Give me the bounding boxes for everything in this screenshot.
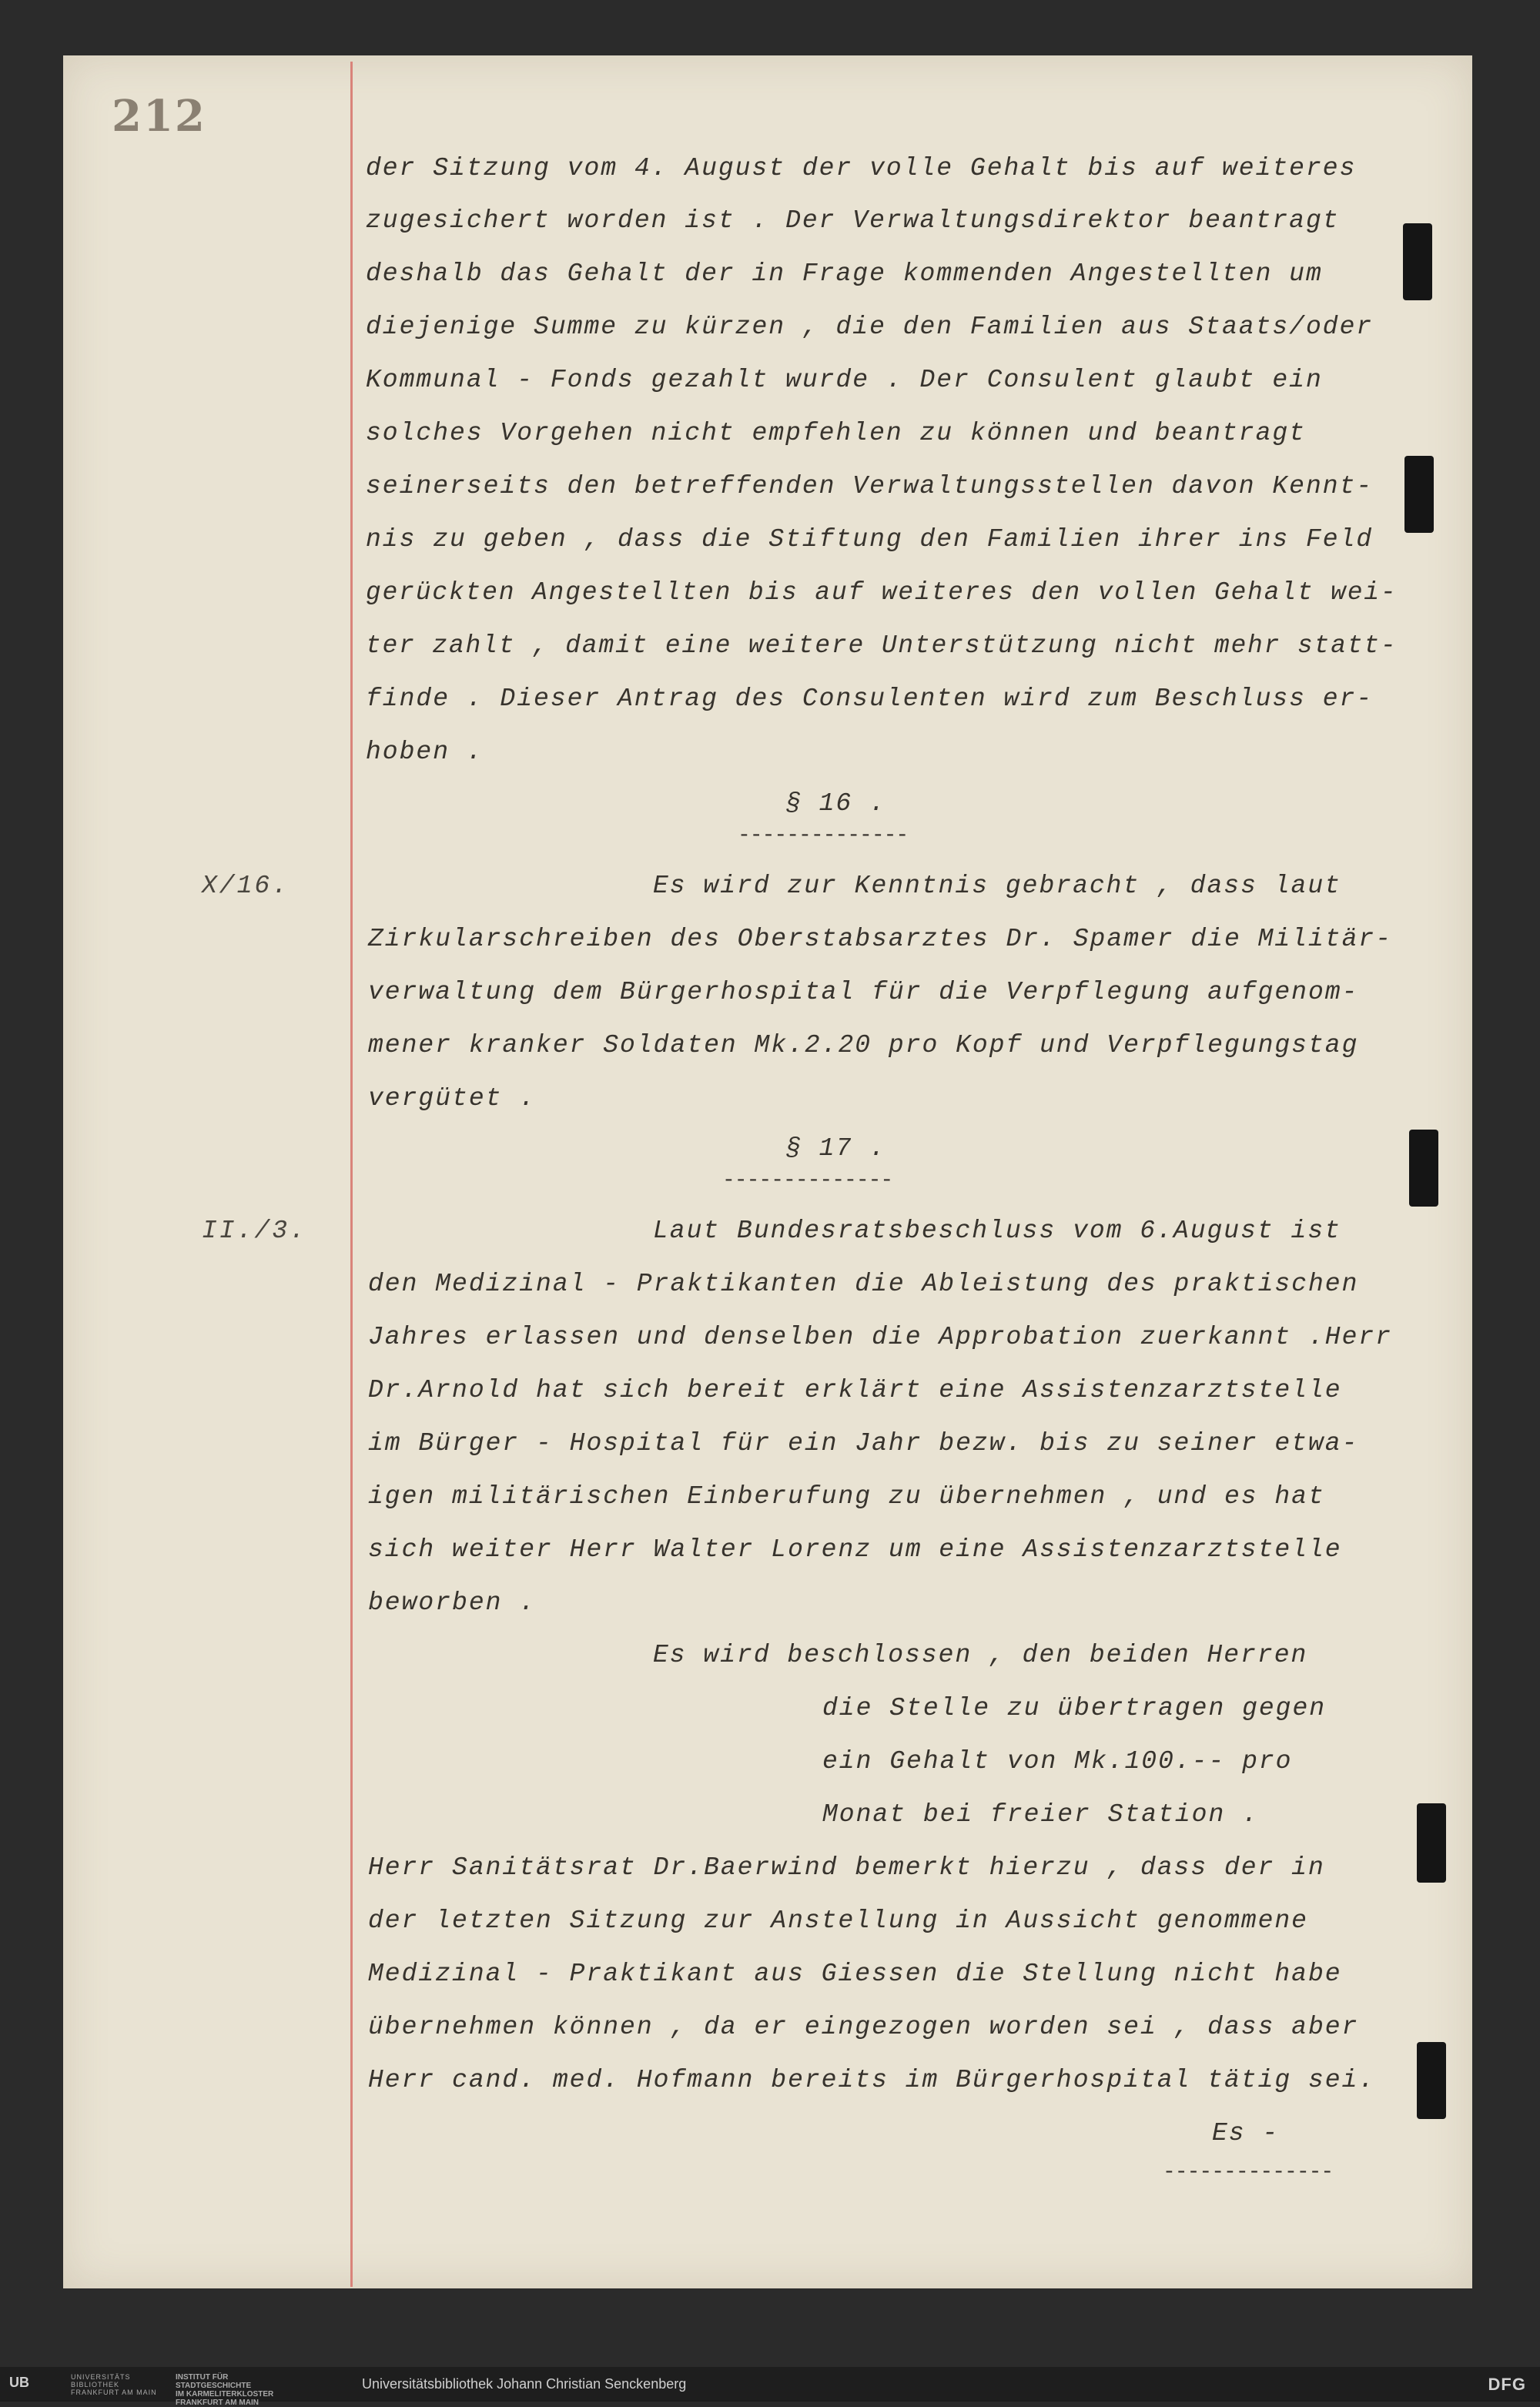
viewer-footer: [0, 2367, 1540, 2407]
text-line: igen militärischen Einberufung zu übernehmen , und es hat: [368, 1482, 1325, 1511]
closing-underline: --------------: [1163, 2161, 1334, 2184]
library-name: Universitätsbibliothek Johann Christian Senckenberg: [362, 2376, 687, 2392]
text-line: Zirkularschreiben des Oberstabsarztes Dr. Spamer die Militär-: [368, 925, 1392, 953]
text-line: hoben .: [366, 738, 484, 766]
section-heading-16: § 16 .: [785, 789, 886, 818]
heading-underline: --------------: [738, 824, 909, 848]
text-line: die Stelle zu übertragen gegen: [822, 1694, 1327, 1722]
text-line: zugesichert worden ist . Der Verwaltungsdirektor beantragt: [366, 206, 1340, 235]
text-line: gerückten Angestellten bis auf weiteres den vollen Gehalt wei-: [366, 578, 1398, 607]
text-line: Jahres erlassen und denselben die Approbation zuerkannt .Herr: [368, 1323, 1392, 1351]
page-number: 212: [112, 91, 206, 142]
text-line: finde . Dieser Antrag des Consulenten wird zum Beschluss er-: [366, 685, 1374, 713]
text-line: ein Gehalt von Mk.100.-- pro: [822, 1747, 1293, 1776]
text-line: der letzten Sitzung zur Anstellung in Aussicht genommene: [368, 1907, 1308, 1935]
text-line: mener kranker Soldaten Mk.2.20 pro Kopf und Verpflegungstag: [368, 1031, 1359, 1060]
binding-tab-mark: [1409, 1130, 1438, 1207]
text-line: vergütet .: [368, 1084, 537, 1113]
text-line: übernehmen können , da er eingezogen worden sei , dass aber: [368, 2013, 1359, 2041]
text-line: Kommunal - Fonds gezahlt wurde . Der Consulent glaubt ein: [366, 366, 1323, 394]
text-line: Laut Bundesratsbeschluss vom 6.August ist: [653, 1217, 1341, 1245]
binding-tab-mark: [1403, 223, 1432, 300]
text-line: seinerseits den betreffenden Verwaltungsstellen davon Kennt-: [366, 472, 1374, 500]
text-line: ter zahlt , damit eine weitere Unterstützung nicht mehr statt-: [366, 631, 1398, 660]
text-line: Dr.Arnold hat sich bereit erklärt eine Assistenzarztstelle: [368, 1376, 1342, 1404]
heading-underline: --------------: [722, 1169, 893, 1193]
margin-reference: II./3.: [202, 1217, 307, 1245]
text-line: Medizinal - Praktikant aus Giessen die Stellung nicht habe: [368, 1960, 1342, 1988]
text-line: Es wird zur Kenntnis gebracht , dass laut: [653, 872, 1341, 900]
text-line: verwaltung dem Bürgerhospital für die Verpflegung aufgenom-: [368, 978, 1359, 1006]
text-line: der Sitzung vom 4. August der volle Gehalt bis auf weiteres: [366, 154, 1357, 182]
text-line: diejenige Summe zu kürzen , die den Familien aus Staats/oder: [366, 313, 1374, 341]
section-heading-17: § 17 .: [785, 1134, 886, 1163]
text-line: sich weiter Herr Walter Lorenz um eine Assistenzarztstelle: [368, 1535, 1342, 1564]
text-line: im Bürger - Hospital für ein Jahr bezw. bis zu seiner etwa-: [368, 1429, 1359, 1458]
text-line: beworben .: [368, 1588, 537, 1617]
ub-logo[interactable]: UB: [9, 2375, 29, 2390]
text-line: Herr Sanitätsrat Dr.Baerwind bemerkt hierzu , dass der in: [368, 1853, 1325, 1882]
binding-tab-mark: [1404, 456, 1434, 533]
ub-logo-subtitle: UNIVERSITÄTS BIBLIOTHEK FRANKFURT AM MAIN: [71, 2373, 157, 2396]
binding-tab-mark: [1417, 1803, 1446, 1883]
text-line: Es -: [1212, 2119, 1280, 2148]
text-line: deshalb das Gehalt der in Frage kommenden Angestellten um: [366, 259, 1323, 288]
institute-logo[interactable]: INSTITUT FÜR STADTGESCHICHTE IM KARMELITERKLOSTER FRANKFURT AM MAIN: [176, 2373, 274, 2407]
text-line: solches Vorgehen nicht empfehlen zu können und beantragt: [366, 419, 1306, 447]
text-line: Herr cand. med. Hofmann bereits im Bürgerhospital tätig sei.: [368, 2066, 1376, 2094]
text-line: den Medizinal - Praktikanten die Ableistung des praktischen: [368, 1270, 1359, 1298]
dfg-logo[interactable]: DFG: [1488, 2375, 1526, 2394]
text-line: Es wird beschlossen , den beiden Herren: [653, 1641, 1308, 1669]
text-line: Monat bei freier Station .: [822, 1800, 1259, 1829]
margin-reference: X/16.: [202, 872, 290, 900]
binding-tab-mark: [1417, 2042, 1446, 2119]
text-line: nis zu geben , dass die Stiftung den Familien ihrer ins Feld: [366, 525, 1374, 554]
margin-rule: [350, 62, 353, 2287]
